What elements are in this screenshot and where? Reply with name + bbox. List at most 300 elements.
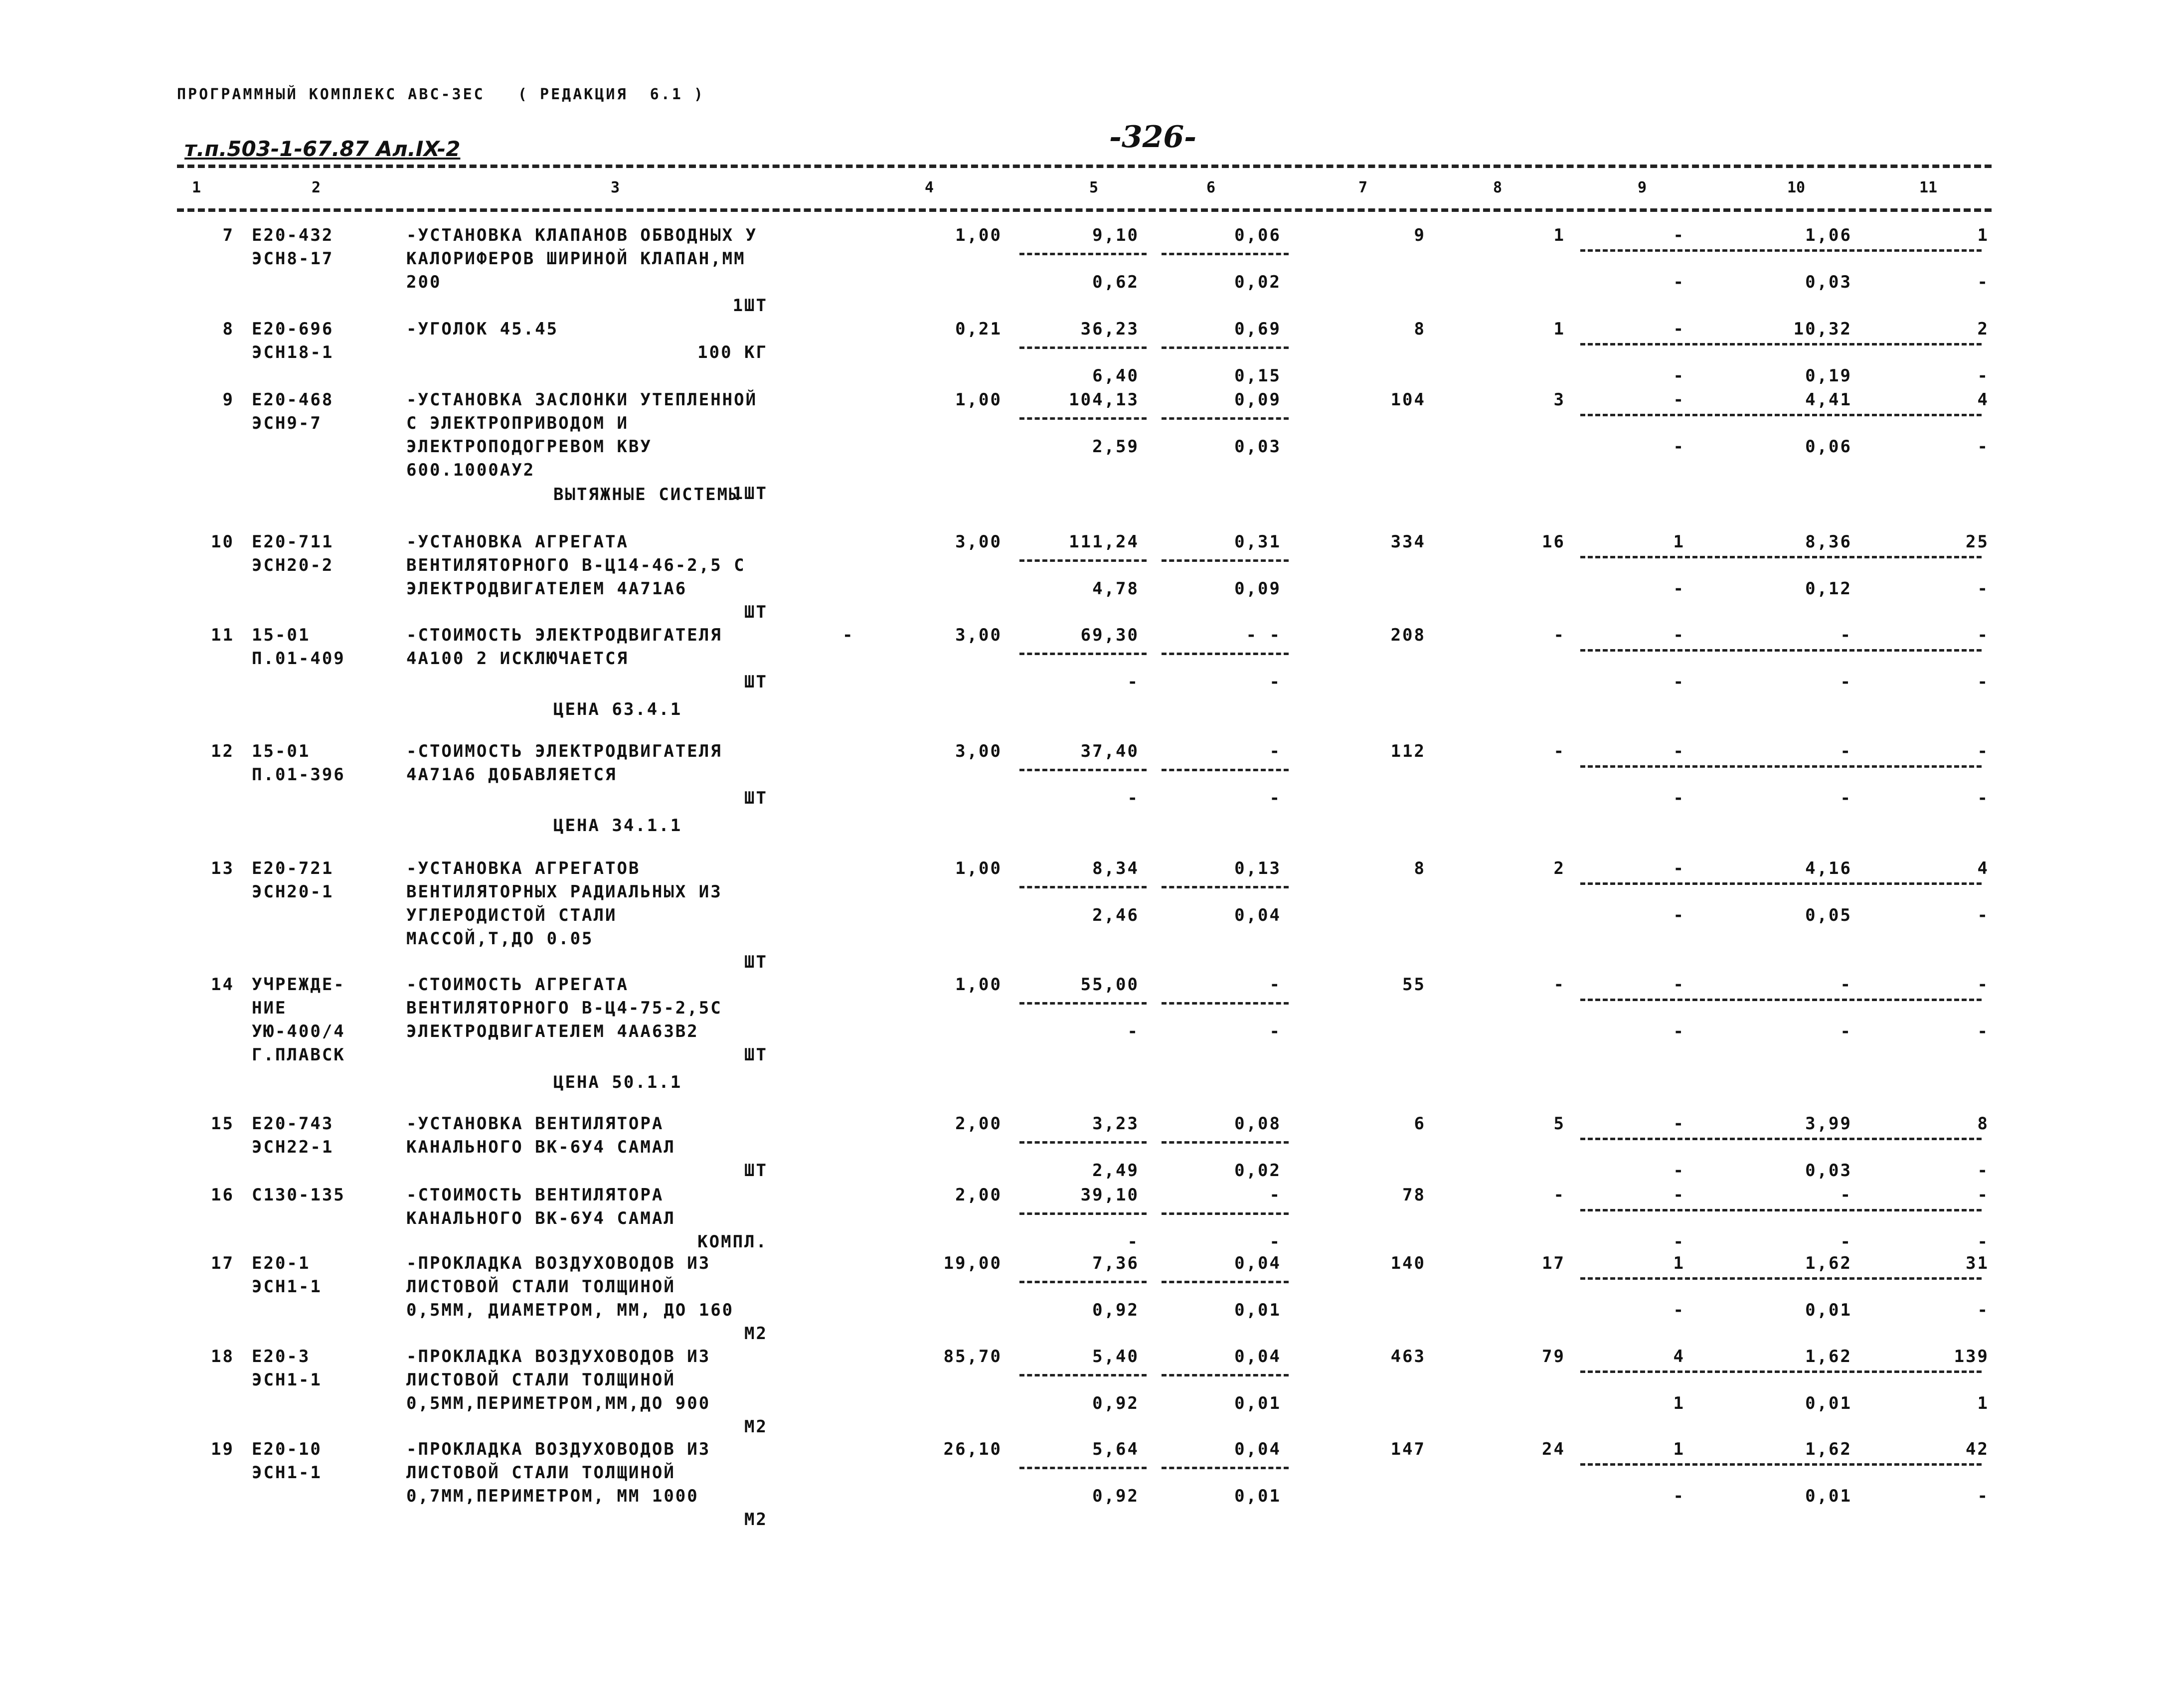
cell-9: - <box>1673 1185 1685 1205</box>
cell-divider <box>1162 1374 1289 1376</box>
cell-divider <box>1019 886 1147 888</box>
column-header: 9 <box>1638 179 1647 196</box>
cell-11-base: - <box>1977 579 1989 599</box>
row-code: С130-135 <box>252 1185 345 1205</box>
cell-5-base: - <box>1127 788 1139 808</box>
cell-6: 0,13 <box>1234 858 1281 878</box>
cell-6-base: - <box>1269 788 1281 808</box>
row-number: 13 <box>211 858 234 878</box>
cell-9: - <box>1673 625 1685 645</box>
cell-6-base: - <box>1269 1232 1281 1252</box>
cell-11: 4 <box>1977 390 1989 410</box>
cell-5-base: - <box>1127 672 1139 692</box>
row-unit: М2 <box>744 1417 768 1437</box>
row-code: ЭСН1-1 <box>252 1463 322 1483</box>
cell-10-base: - <box>1840 672 1852 692</box>
row-quantity: 0,21 <box>955 319 1002 339</box>
row-description: ЛИСТОВОЙ СТАЛИ ТОЛЩИНОЙ <box>406 1277 675 1297</box>
cell-10-base: 0,01 <box>1805 1486 1852 1506</box>
column-header: 8 <box>1493 179 1503 196</box>
cell-divider <box>1162 1212 1289 1215</box>
cell-6: 0,08 <box>1234 1114 1281 1134</box>
row-description: ЭЛЕКТРОДВИГАТЕЛЕМ 4АА63В2 <box>406 1022 699 1041</box>
row-description: -СТОИМОСТЬ ЭЛЕКТРОДВИГАТЕЛЯ <box>406 625 722 645</box>
cell-divider <box>1580 765 1982 768</box>
document-reference: т.п.503-1-67.87 Ал.IX-2 <box>184 137 461 161</box>
cell-11-base: - <box>1977 788 1989 808</box>
row-code: Е20-432 <box>252 225 334 245</box>
cell-5: 9,10 <box>1092 225 1139 245</box>
cell-6-base: - <box>1269 672 1281 692</box>
cell-divider <box>1019 1281 1147 1283</box>
cell-9-base: - <box>1673 905 1685 925</box>
cell-7: 463 <box>1390 1347 1426 1366</box>
cell-8: 5 <box>1553 1114 1565 1134</box>
cell-10-base: 0,06 <box>1805 437 1852 457</box>
cell-6: 0,69 <box>1234 319 1281 339</box>
column-header: 1 <box>192 179 201 196</box>
cell-10: 1,62 <box>1805 1253 1852 1273</box>
row-code: 15-01 <box>252 741 311 761</box>
cell-6: 0,04 <box>1234 1439 1281 1459</box>
cell-7: 8 <box>1414 858 1426 878</box>
row-description: -СТОИМОСТЬ ВЕНТИЛЯТОРА <box>406 1185 664 1205</box>
cell-7: 78 <box>1402 1185 1426 1205</box>
cell-9: - <box>1673 319 1685 339</box>
row-description: 4А100 2 ИСКЛЮЧАЕТСЯ <box>406 649 629 669</box>
cell-8: 79 <box>1542 1347 1565 1366</box>
cell-divider <box>1162 1467 1289 1469</box>
cell-8: 24 <box>1542 1439 1565 1459</box>
cell-6-base: 0,09 <box>1234 579 1281 599</box>
cell-11: 8 <box>1977 1114 1989 1134</box>
cell-10-base: 0,03 <box>1805 272 1852 292</box>
row-description: 4А71А6 ДОБАВЛЯЕТСЯ <box>406 765 617 785</box>
cell-10: 8,36 <box>1805 532 1852 552</box>
cell-10-base: 0,01 <box>1805 1393 1852 1413</box>
cell-11: 4 <box>1977 858 1989 878</box>
row-code: Е20-468 <box>252 390 334 410</box>
cell-10: 3,99 <box>1805 1114 1852 1134</box>
row-description: УГЛЕРОДИСТОЙ СТАЛИ <box>406 905 617 925</box>
row-description: -СТОИМОСТЬ АГРЕГАТА <box>406 975 629 995</box>
cell-7: 104 <box>1390 390 1426 410</box>
cell-9: 1 <box>1673 532 1685 552</box>
row-quantity: 2,00 <box>955 1114 1002 1134</box>
row-description: 0,7ММ,ПЕРИМЕТРОМ, ММ 1000 <box>406 1486 699 1506</box>
cell-5-base: 0,92 <box>1092 1393 1139 1413</box>
program-header: ПРОГРАММНЫЙ КОМПЛЕКС АВС-ЗЕС ( РЕДАКЦИЯ 6.1 ) <box>177 86 705 103</box>
row-number: 19 <box>211 1439 234 1459</box>
row-unit: 1ШТ <box>732 296 768 316</box>
row-quantity: 3,00 <box>955 741 1002 761</box>
row-description: 600.1000АУ2 <box>406 460 535 480</box>
cell-8: 16 <box>1542 532 1565 552</box>
cell-5-base: 2,59 <box>1092 437 1139 457</box>
row-quantity: 3,00 <box>955 625 1002 645</box>
cell-6: - <box>1269 741 1281 761</box>
cell-5-base: 2,49 <box>1092 1161 1139 1181</box>
cell-5-base: - <box>1127 1022 1139 1041</box>
cell-6-base: 0,15 <box>1234 366 1281 386</box>
cell-10: - <box>1840 1185 1852 1205</box>
section-heading: ВЫТЯЖНЫЕ СИСТЕМЫ <box>553 485 741 505</box>
cell-8: - <box>1553 975 1565 995</box>
row-description: КАЛОРИФЕРОВ ШИРИНОЙ КЛАПАН,ММ <box>406 249 746 269</box>
cell-6: - <box>1269 975 1281 995</box>
cell-10: 10,32 <box>1793 319 1852 339</box>
cell-10: 4,41 <box>1805 390 1852 410</box>
cell-5: 39,10 <box>1080 1185 1139 1205</box>
row-code: П.01-396 <box>252 765 345 785</box>
cell-divider <box>1019 1141 1147 1144</box>
cell-10: - <box>1840 975 1852 995</box>
cell-9: - <box>1673 858 1685 878</box>
row-description: -ПРОКЛАДКА ВОЗДУХОВОДОВ ИЗ <box>406 1253 711 1273</box>
cell-11: 25 <box>1966 532 1989 552</box>
cell-11-base: - <box>1977 272 1989 292</box>
cell-6: 0,04 <box>1234 1347 1281 1366</box>
cell-9: - <box>1673 390 1685 410</box>
cell-10-base: 0,12 <box>1805 579 1852 599</box>
row-unit: КОМПЛ. <box>697 1232 768 1252</box>
row-quantity: 1,00 <box>955 390 1002 410</box>
cell-5-base: 2,46 <box>1092 905 1139 925</box>
row-description: -УСТАНОВКА АГРЕГАТА <box>406 532 629 552</box>
cell-7: 147 <box>1390 1439 1426 1459</box>
row-description: 0,5ММ, ДИАМЕТРОМ, ММ, ДО 160 <box>406 1300 734 1320</box>
cell-10: 1,62 <box>1805 1347 1852 1366</box>
cell-divider <box>1019 653 1147 655</box>
row-number: 16 <box>211 1185 234 1205</box>
cell-5: 3,23 <box>1092 1114 1139 1134</box>
cell-8: 1 <box>1553 225 1565 245</box>
row-description: -СТОИМОСТЬ ЭЛЕКТРОДВИГАТЕЛЯ <box>406 741 722 761</box>
cell-divider <box>1580 1138 1982 1140</box>
cell-6: - - <box>1246 625 1281 645</box>
row-code: ЭСН1-1 <box>252 1277 322 1297</box>
cell-9: 1 <box>1673 1253 1685 1273</box>
cell-5-base: - <box>1127 1232 1139 1252</box>
cell-divider <box>1580 1463 1982 1466</box>
row-code: Е20-711 <box>252 532 334 552</box>
cell-11-base: - <box>1977 905 1989 925</box>
row-code: УЧРЕЖДЕ- <box>252 975 345 995</box>
cell-6-base: 0,02 <box>1234 1161 1281 1181</box>
cell-11-base: - <box>1977 1022 1989 1041</box>
row-description: ЛИСТОВОЙ СТАЛИ ТОЛЩИНОЙ <box>406 1370 675 1390</box>
row-number: 11 <box>211 625 234 645</box>
cell-9: - <box>1673 975 1685 995</box>
row-number: 9 <box>222 390 234 410</box>
cell-8: 3 <box>1553 390 1565 410</box>
row-description: 200 <box>406 272 442 292</box>
row-description: -УСТАНОВКА ВЕНТИЛЯТОРА <box>406 1114 664 1134</box>
row-description: -ПРОКЛАДКА ВОЗДУХОВОДОВ ИЗ <box>406 1347 711 1366</box>
row-quantity: 1,00 <box>955 225 1002 245</box>
row-number: 8 <box>222 319 234 339</box>
cell-9-base: - <box>1673 366 1685 386</box>
cell-6: - <box>1269 1185 1281 1205</box>
row-unit: М2 <box>744 1324 768 1344</box>
cell-divider <box>1580 1209 1982 1211</box>
cell-divider <box>1162 653 1289 655</box>
cell-7: 55 <box>1402 975 1426 995</box>
row-unit: ШТ <box>744 1161 768 1181</box>
cell-11: 31 <box>1966 1253 1989 1273</box>
cell-11-base: - <box>1977 1486 1989 1506</box>
cell-10: - <box>1840 625 1852 645</box>
cell-5: 37,40 <box>1080 741 1139 761</box>
cell-7: 208 <box>1390 625 1426 645</box>
cell-11-base: - <box>1977 1232 1989 1252</box>
cell-divider <box>1019 1212 1147 1215</box>
cell-divider <box>1162 559 1289 562</box>
cell-divider <box>1162 346 1289 349</box>
cell-11: - <box>1977 1185 1989 1205</box>
cell-6-base: 0,01 <box>1234 1486 1281 1506</box>
cell-divider <box>1162 886 1289 888</box>
row-number: 7 <box>222 225 234 245</box>
row-description: 0,5ММ,ПЕРИМЕТРОМ,ММ,ДО 900 <box>406 1393 711 1413</box>
row-unit: ШТ <box>744 952 768 972</box>
row-code: Е20-10 <box>252 1439 322 1459</box>
cell-5: 5,64 <box>1092 1439 1139 1459</box>
cell-7: 334 <box>1390 532 1426 552</box>
row-quantity: 3,00 <box>955 532 1002 552</box>
row-quantity: 85,70 <box>943 1347 1002 1366</box>
cell-11: 42 <box>1966 1439 1989 1459</box>
row-code: Е20-1 <box>252 1253 311 1273</box>
cell-6-base: 0,02 <box>1234 272 1281 292</box>
cell-8: - <box>1553 1185 1565 1205</box>
cell-divider <box>1580 999 1982 1001</box>
cell-divider <box>1019 1467 1147 1469</box>
column-header: 2 <box>312 179 321 196</box>
cell-divider <box>1019 769 1147 771</box>
cell-8: - <box>1553 625 1565 645</box>
row-code: ЭСН1-1 <box>252 1370 322 1390</box>
cell-6-base: 0,01 <box>1234 1300 1281 1320</box>
row-code: ЭСН8-17 <box>252 249 334 269</box>
cell-10-base: 0,05 <box>1805 905 1852 925</box>
row-number: 18 <box>211 1347 234 1366</box>
row-code: Е20-721 <box>252 858 334 878</box>
row-description: ЭЛЕКТРОДВИГАТЕЛЕМ 4А71А6 <box>406 579 687 599</box>
row-description: ЛИСТОВОЙ СТАЛИ ТОЛЩИНОЙ <box>406 1463 675 1483</box>
row-code: Е20-743 <box>252 1114 334 1134</box>
cell-11-base: - <box>1977 1161 1989 1181</box>
row-quantity: 26,10 <box>943 1439 1002 1459</box>
cell-divider <box>1019 417 1147 420</box>
cell-9-base: - <box>1673 672 1685 692</box>
row-code: Е20-696 <box>252 319 334 339</box>
row-description: С ЭЛЕКТРОПРИВОДОМ И <box>406 413 629 433</box>
column-header: 4 <box>925 179 934 196</box>
cell-11: 1 <box>1977 225 1989 245</box>
table-top-rule <box>177 165 1992 168</box>
column-header: 3 <box>611 179 620 196</box>
cell-5: 55,00 <box>1080 975 1139 995</box>
row-code: ЭСН20-1 <box>252 882 334 902</box>
row-code: ЭСН22-1 <box>252 1137 334 1157</box>
cell-divider <box>1580 1277 1982 1280</box>
cell-10-base: 0,03 <box>1805 1161 1852 1181</box>
row-number: 10 <box>211 532 234 552</box>
column-header: 10 <box>1787 179 1806 196</box>
cell-divider <box>1162 417 1289 420</box>
row-description: КАНАЛЬНОГО ВК-6У4 САМАЛ <box>406 1137 675 1157</box>
cell-5: 104,13 <box>1069 390 1139 410</box>
cell-9: - <box>1673 741 1685 761</box>
cell-8: 2 <box>1553 858 1565 878</box>
cell-11-base: - <box>1977 1300 1989 1320</box>
cell-5: 5,40 <box>1092 1347 1139 1366</box>
row-unit: ШТ <box>744 788 768 808</box>
cell-divider <box>1162 1002 1289 1005</box>
cell-11-base: - <box>1977 672 1989 692</box>
cell-11: - <box>1977 741 1989 761</box>
cell-divider <box>1019 1374 1147 1376</box>
row-code: ЭСН20-2 <box>252 555 334 575</box>
cell-9-base: - <box>1673 1232 1685 1252</box>
row-description: -УСТАНОВКА КЛАПАНОВ ОБВОДНЫХ У <box>406 225 758 245</box>
row-unit: ШТ <box>744 602 768 622</box>
cell-6: 0,09 <box>1234 390 1281 410</box>
cell-5-base: 0,92 <box>1092 1300 1139 1320</box>
cell-10: 1,62 <box>1805 1439 1852 1459</box>
row-unit: 100 КГ <box>697 342 768 362</box>
cell-7: 8 <box>1414 319 1426 339</box>
cell-divider <box>1162 1141 1289 1144</box>
cell-6-base: 0,04 <box>1234 905 1281 925</box>
cell-9-base: - <box>1673 579 1685 599</box>
cell-divider <box>1019 253 1147 255</box>
cell-10-base: - <box>1840 1022 1852 1041</box>
cell-10: 4,16 <box>1805 858 1852 878</box>
cell-9: 1 <box>1673 1439 1685 1459</box>
row-price-note: ЦЕНА 63.4.1 <box>553 699 682 719</box>
cell-5: 7,36 <box>1092 1253 1139 1273</box>
cell-9-base: 1 <box>1673 1393 1685 1413</box>
row-code: Г.ПЛАВСК <box>252 1045 345 1065</box>
row-quantity: 1,00 <box>955 975 1002 995</box>
page-number: -326- <box>1109 120 1197 155</box>
row-description: -ПРОКЛАДКА ВОЗДУХОВОДОВ ИЗ <box>406 1439 711 1459</box>
row-description: КАНАЛЬНОГО ВК-6У4 САМАЛ <box>406 1208 675 1228</box>
cell-11-base: - <box>1977 437 1989 457</box>
cell-divider <box>1162 1281 1289 1283</box>
cell-5: 8,34 <box>1092 858 1139 878</box>
cell-6-base: 0,03 <box>1234 437 1281 457</box>
column-header: 11 <box>1919 179 1938 196</box>
cell-11-base: - <box>1977 366 1989 386</box>
cell-divider <box>1019 1002 1147 1005</box>
row-number: 15 <box>211 1114 234 1134</box>
row-quantity: 19,00 <box>943 1253 1002 1273</box>
cell-9: - <box>1673 225 1685 245</box>
row-price-note: ЦЕНА 34.1.1 <box>553 816 682 836</box>
cell-divider <box>1580 249 1982 252</box>
cell-11: 139 <box>1954 1347 1989 1366</box>
cell-5: 36,23 <box>1080 319 1139 339</box>
cell-5-base: 0,92 <box>1092 1486 1139 1506</box>
cell-9-base: - <box>1673 437 1685 457</box>
header-bottom-rule <box>177 208 1992 212</box>
cell-9: - <box>1673 1114 1685 1134</box>
cell-divider <box>1580 556 1982 558</box>
cell-10-base: 0,19 <box>1805 366 1852 386</box>
row-description: -УСТАНОВКА ЗАСЛОНКИ УТЕПЛЕННОЙ <box>406 390 758 410</box>
cell-divider <box>1580 343 1982 345</box>
cell-6-base: - <box>1269 1022 1281 1041</box>
cell-11: 2 <box>1977 319 1989 339</box>
cell-divider <box>1019 559 1147 562</box>
cell-5-base: 4,78 <box>1092 579 1139 599</box>
row-code: ЭСН18-1 <box>252 342 334 362</box>
cell-8: - <box>1553 741 1565 761</box>
row-unit: 1ШТ <box>732 484 768 504</box>
cell-9-base: - <box>1673 1486 1685 1506</box>
row-code: ЭСН9-7 <box>252 413 322 433</box>
row-description: -УГОЛОК 45.45 <box>406 319 559 339</box>
cell-6-base: 0,01 <box>1234 1393 1281 1413</box>
cell-11: - <box>1977 975 1989 995</box>
cell-9-base: - <box>1673 272 1685 292</box>
cell-9-base: - <box>1673 788 1685 808</box>
row-unit: М2 <box>744 1510 768 1530</box>
cell-9: 4 <box>1673 1347 1685 1366</box>
column-header: 7 <box>1358 179 1368 196</box>
cell-5-base: 0,62 <box>1092 272 1139 292</box>
cell-5: 111,24 <box>1069 532 1139 552</box>
column-header: 6 <box>1206 179 1216 196</box>
row-code: П.01-409 <box>252 649 345 669</box>
cell-5-base: 6,40 <box>1092 366 1139 386</box>
cell-6: 0,06 <box>1234 225 1281 245</box>
row-unit: ШТ <box>744 672 768 692</box>
cell-10-base: - <box>1840 788 1852 808</box>
cell-9-base: - <box>1673 1300 1685 1320</box>
row-code: 15-01 <box>252 625 311 645</box>
row-code: УЮ-400/4 <box>252 1022 345 1041</box>
cell-divider <box>1580 649 1982 652</box>
cell-divider <box>1580 1370 1982 1373</box>
cell-10-base: 0,01 <box>1805 1300 1852 1320</box>
row-number: 12 <box>211 741 234 761</box>
cell-11: - <box>1977 625 1989 645</box>
row-description: -УСТАНОВКА АГРЕГАТОВ <box>406 858 641 878</box>
row-description: ВЕНТИЛЯТОРНЫХ РАДИАЛЬНЫХ ИЗ <box>406 882 722 902</box>
cell-5: 69,30 <box>1080 625 1139 645</box>
cell-7: 6 <box>1414 1114 1426 1134</box>
cell-9-base: - <box>1673 1022 1685 1041</box>
row-unit: ШТ <box>744 1045 768 1065</box>
row-code: Е20-3 <box>252 1347 311 1366</box>
cell-11-base: 1 <box>1977 1393 1989 1413</box>
row-description: МАССОЙ,Т,ДО 0.05 <box>406 929 594 949</box>
row-number: 17 <box>211 1253 234 1273</box>
cell-6: 0,31 <box>1234 532 1281 552</box>
row-sign: - <box>842 625 854 645</box>
cell-divider <box>1162 769 1289 771</box>
cell-10-base: - <box>1840 1232 1852 1252</box>
row-quantity: 2,00 <box>955 1185 1002 1205</box>
row-description: ВЕНТИЛЯТОРНОГО В-Ц4-75-2,5С <box>406 998 722 1018</box>
cell-divider <box>1580 414 1982 416</box>
cell-divider <box>1162 253 1289 255</box>
cell-10: - <box>1840 741 1852 761</box>
